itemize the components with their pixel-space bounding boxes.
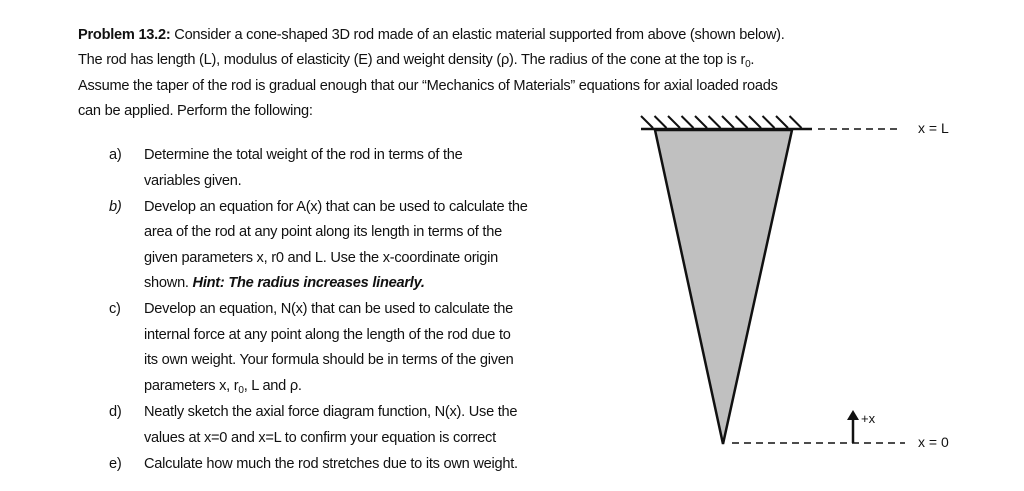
support-hatching: [641, 116, 802, 128]
item-a-line: Determine the total weight of the rod in terms of the: [144, 147, 463, 163]
item-b-line: Develop an equation for A(x) that can be used to calculate the: [144, 199, 528, 215]
item-b-line: given parameters x, r0 and L. Use the x-coordinate origin: [144, 250, 499, 266]
item-c-line: its own weight. Your formula should be in terms of the given: [144, 352, 514, 368]
hatch-mark: [655, 116, 667, 128]
hatch-mark: [695, 116, 707, 128]
item-a-label: a): [109, 147, 122, 163]
item-d-line: Neatly sketch the axial force diagram function, N(x). Use the: [144, 404, 518, 420]
item-b-line: shown. Hint: The radius increases linearly.: [144, 275, 425, 291]
cone-rod: [655, 130, 792, 444]
hatch-mark: [722, 116, 734, 128]
problem-line-1: Problem 13.2: Consider a cone-shaped 3D rod made of an elastic material supported from above (shown below).: [78, 27, 785, 43]
plus-x-label: +x: [861, 411, 876, 426]
hatch-mark: [790, 116, 802, 128]
hatch-mark: [749, 116, 761, 128]
x-equals-0-label: x = 0: [918, 434, 949, 450]
hatch-mark: [709, 116, 721, 128]
hatch-mark: [668, 116, 680, 128]
x-equals-L-label: x = L: [918, 120, 949, 136]
item-b-line: area of the rod at any point along its length in terms of the: [144, 224, 502, 240]
problem-heading: Problem 13.2:: [78, 27, 171, 43]
hatch-mark: [736, 116, 748, 128]
item-c-label: c): [109, 301, 121, 317]
item-b-label: b): [109, 199, 122, 215]
problem-line-4: can be applied. Perform the following:: [78, 103, 313, 119]
item-c-line: Develop an equation, N(x) that can be used to calculate the: [144, 301, 513, 317]
item-d-label: d): [109, 404, 122, 420]
hatch-mark: [641, 116, 653, 128]
item-a-line: variables given.: [144, 173, 242, 189]
item-d-line: values at x=0 and x=L to confirm your equation is correct: [144, 430, 496, 446]
problem-line-3: Assume the taper of the rod is gradual enough that our “Mechanics of Materials” equations for axial loaded roads: [78, 78, 778, 94]
item-c-line: internal force at any point along the length of the rod due to: [144, 327, 511, 343]
up-arrow-icon: [847, 410, 859, 443]
item-c-line: parameters x, $r_0$, L and ρ.: [144, 378, 302, 396]
hint-text: Hint: The radius increases linearly.: [192, 275, 425, 291]
hatch-mark: [776, 116, 788, 128]
item-e-label: e): [109, 456, 122, 472]
problem-line-2: The rod has length (L), modulus of elasticity (E) and weight density (ρ). The radius of the cone at the top is $r_0$.: [78, 52, 755, 70]
hatch-mark: [763, 116, 775, 128]
item-e-line: Calculate how much the rod stretches due to its own weight.: [144, 456, 518, 472]
hatch-mark: [682, 116, 694, 128]
